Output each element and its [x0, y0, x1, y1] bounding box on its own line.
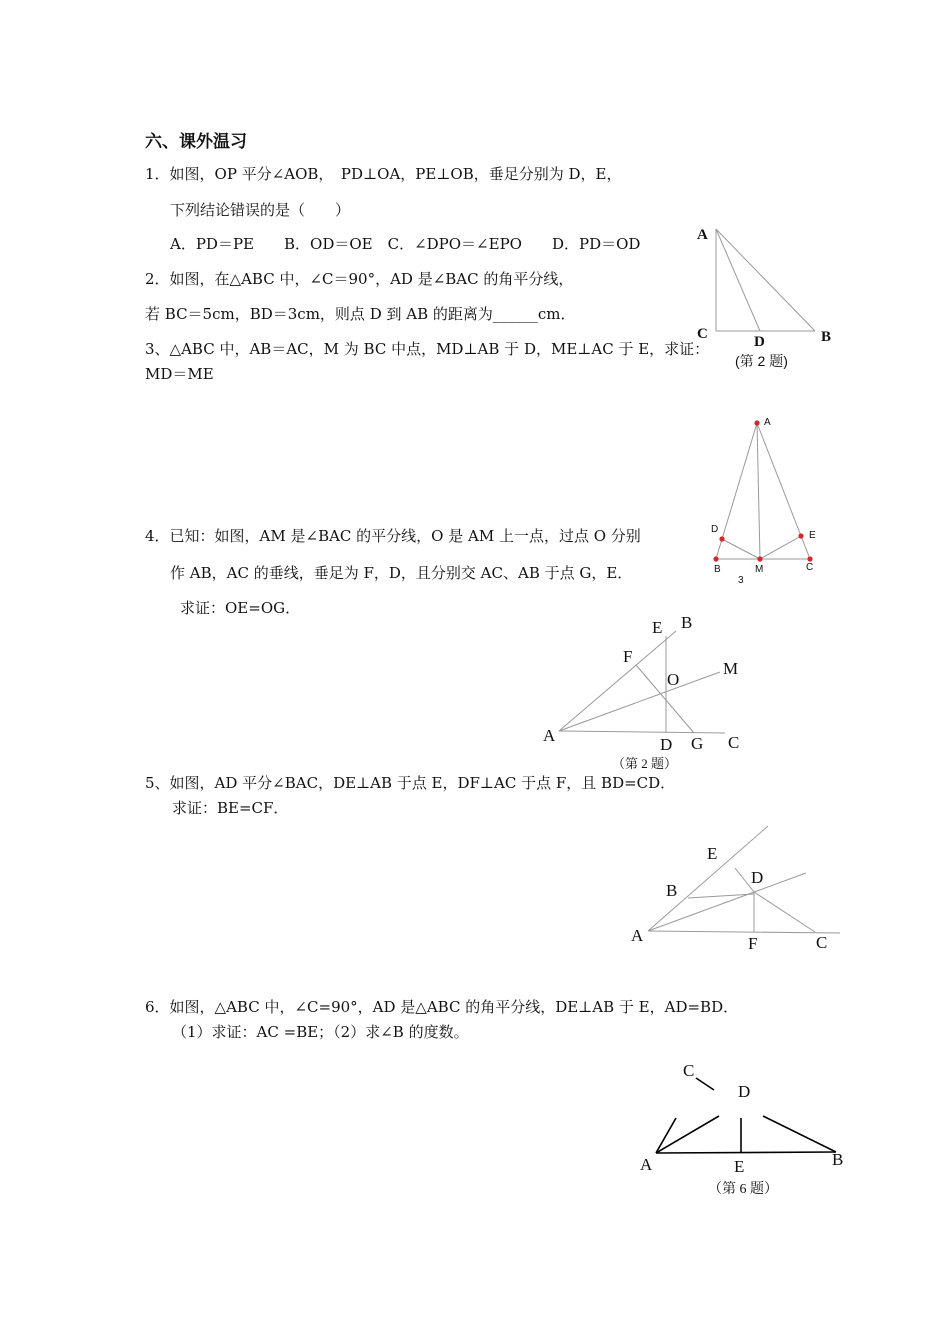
figure-q3: [716, 423, 810, 559]
fig-q3-point-D: [719, 536, 724, 541]
q6-line1: 6．如图，△ABC 中，∠C=90°，AD 是△ABC 的角平分线，DE⊥AB 于 E，AD=BD．: [145, 998, 739, 1016]
fig-q5-ray-AC: [648, 931, 840, 933]
fig-q4-label-O: O: [667, 670, 680, 689]
q1-line2: 下列结论错误的是（ ）: [170, 201, 351, 219]
fig-q3-label-B: B: [714, 564, 721, 575]
fig-q4-segment-FG: [636, 665, 694, 733]
fig-q4-ray-AM: [559, 672, 720, 731]
fig-q3-label-E: E: [809, 530, 816, 541]
fig-q4-label-D: D: [660, 735, 673, 754]
fig-q4-label-B: B: [681, 613, 693, 632]
fig-q3-segment-ME: [760, 536, 801, 559]
q3-line2: MD＝ME: [145, 365, 214, 383]
q1-line1: 1．如图，OP 平分∠AOB， PD⊥OA，PE⊥OB，垂足分别为 D，E，: [145, 165, 622, 183]
fig-q5-ray-AE: [648, 826, 768, 931]
fig-q5-segment-DC: [754, 892, 815, 932]
fig-q4-label-F: F: [623, 647, 633, 666]
fig-q4-label-E: E: [652, 618, 663, 637]
q4-line1: 4．已知：如图，AM 是∠BAC 的平分线，O 是 AM 上一点，过点 O 分别: [145, 527, 641, 545]
section-title: 六、课外温习: [145, 132, 247, 152]
figure-q5: [648, 826, 840, 933]
fig-q3-side-AC: [757, 423, 810, 559]
fig-q6-caption: （第 6 题）: [708, 1182, 778, 1197]
fig-q5-label-A: A: [631, 926, 644, 945]
fig-q3-point-C: [807, 556, 812, 561]
q4-line2: 作 AB，AC 的垂线，垂足为 F，D，且分别交 AC、AB 于点 G，E．: [170, 564, 633, 582]
fig-q5-label-C: C: [816, 933, 828, 952]
fig-q4-caption: （第 2 题）: [612, 756, 678, 771]
fig-q5-label-F: F: [748, 934, 758, 953]
fig-q2-label-C: C: [697, 326, 708, 342]
fig-q3-segment-AM: [757, 423, 760, 559]
figure-q2: [716, 229, 815, 331]
fig-q3-point-M: [757, 556, 762, 561]
q1-options: A．PD＝PE B．OD＝OE C．∠DPO＝∠EPO D．PD＝OD: [170, 235, 641, 253]
fig-q5-label-D: D: [751, 868, 764, 887]
fig-q3-label-D: D: [711, 524, 719, 535]
fig-q5-label-E: E: [707, 844, 718, 863]
fig-q4-label-G: G: [691, 734, 704, 753]
q5-line1: 5、如图，AD 平分∠BAC，DE⊥AB 于点 E，DF⊥AC 于点 F，且 BD=CD．: [145, 774, 676, 792]
fig-q6-label-E: E: [734, 1157, 745, 1176]
fig-q4-label-M: M: [723, 659, 739, 678]
fig-q4-ray-AB: [559, 631, 676, 731]
fig-q2-label-D: D: [754, 334, 765, 350]
fig-q2-caption: (第 2 题): [735, 353, 788, 369]
fig-q6-label-B: B: [832, 1150, 844, 1169]
fig-q3-label-C: C: [806, 562, 814, 573]
fig-q3-point-B: [713, 556, 718, 561]
fig-q3-point-E: [798, 533, 803, 538]
fig-q2-segment-AD: [716, 229, 760, 331]
fig-q3-segment-MD: [722, 539, 760, 559]
fig-q2-label-B: B: [821, 329, 832, 345]
fig-q2-label-A: A: [697, 227, 708, 243]
fig-q3-number: 3: [738, 575, 744, 586]
figure-q4: [559, 631, 725, 733]
fig-q6-label-C: C: [683, 1061, 695, 1080]
q5-line2: 求证：BE=CF．: [172, 799, 289, 817]
fig-q6-segment-AD: [656, 1116, 719, 1153]
q6-line2: （1）求证：AC =BE；（2）求∠B 的度数。: [172, 1023, 469, 1041]
fig-q3-label-A: A: [764, 417, 771, 428]
fig-q4-label-C: C: [728, 733, 740, 752]
q3-line1: 3、△ABC 中，AB＝AC，M 为 BC 中点，MD⊥AB 于 D，ME⊥AC 于 E，求证：: [145, 340, 710, 358]
q2-line1: 2．如图，在△ABC 中，∠C＝90°，AD 是∠BAC 的角平分线，: [145, 270, 574, 288]
fig-q3-label-M: M: [755, 564, 764, 575]
fig-q6-segment-C: [696, 1078, 714, 1090]
q4-line3: 求证：OE=OG．: [180, 599, 301, 617]
fig-q3-point-A: [754, 420, 759, 425]
fig-q2-side-AB: [716, 229, 815, 331]
fig-q5-label-B: B: [666, 881, 678, 900]
q2-line2: 若 BC＝5cm，BD＝3cm，则点 D 到 AB 的距离为______cm．: [145, 305, 576, 323]
fig-q6-segment-DB: [763, 1116, 836, 1152]
fig-q4-label-A: A: [543, 726, 556, 745]
fig-q6-label-D: D: [738, 1082, 751, 1101]
fig-q6-label-A: A: [640, 1155, 653, 1174]
fig-q4-ray-AC: [559, 731, 725, 733]
fig-q6-side-AB: [656, 1152, 836, 1153]
